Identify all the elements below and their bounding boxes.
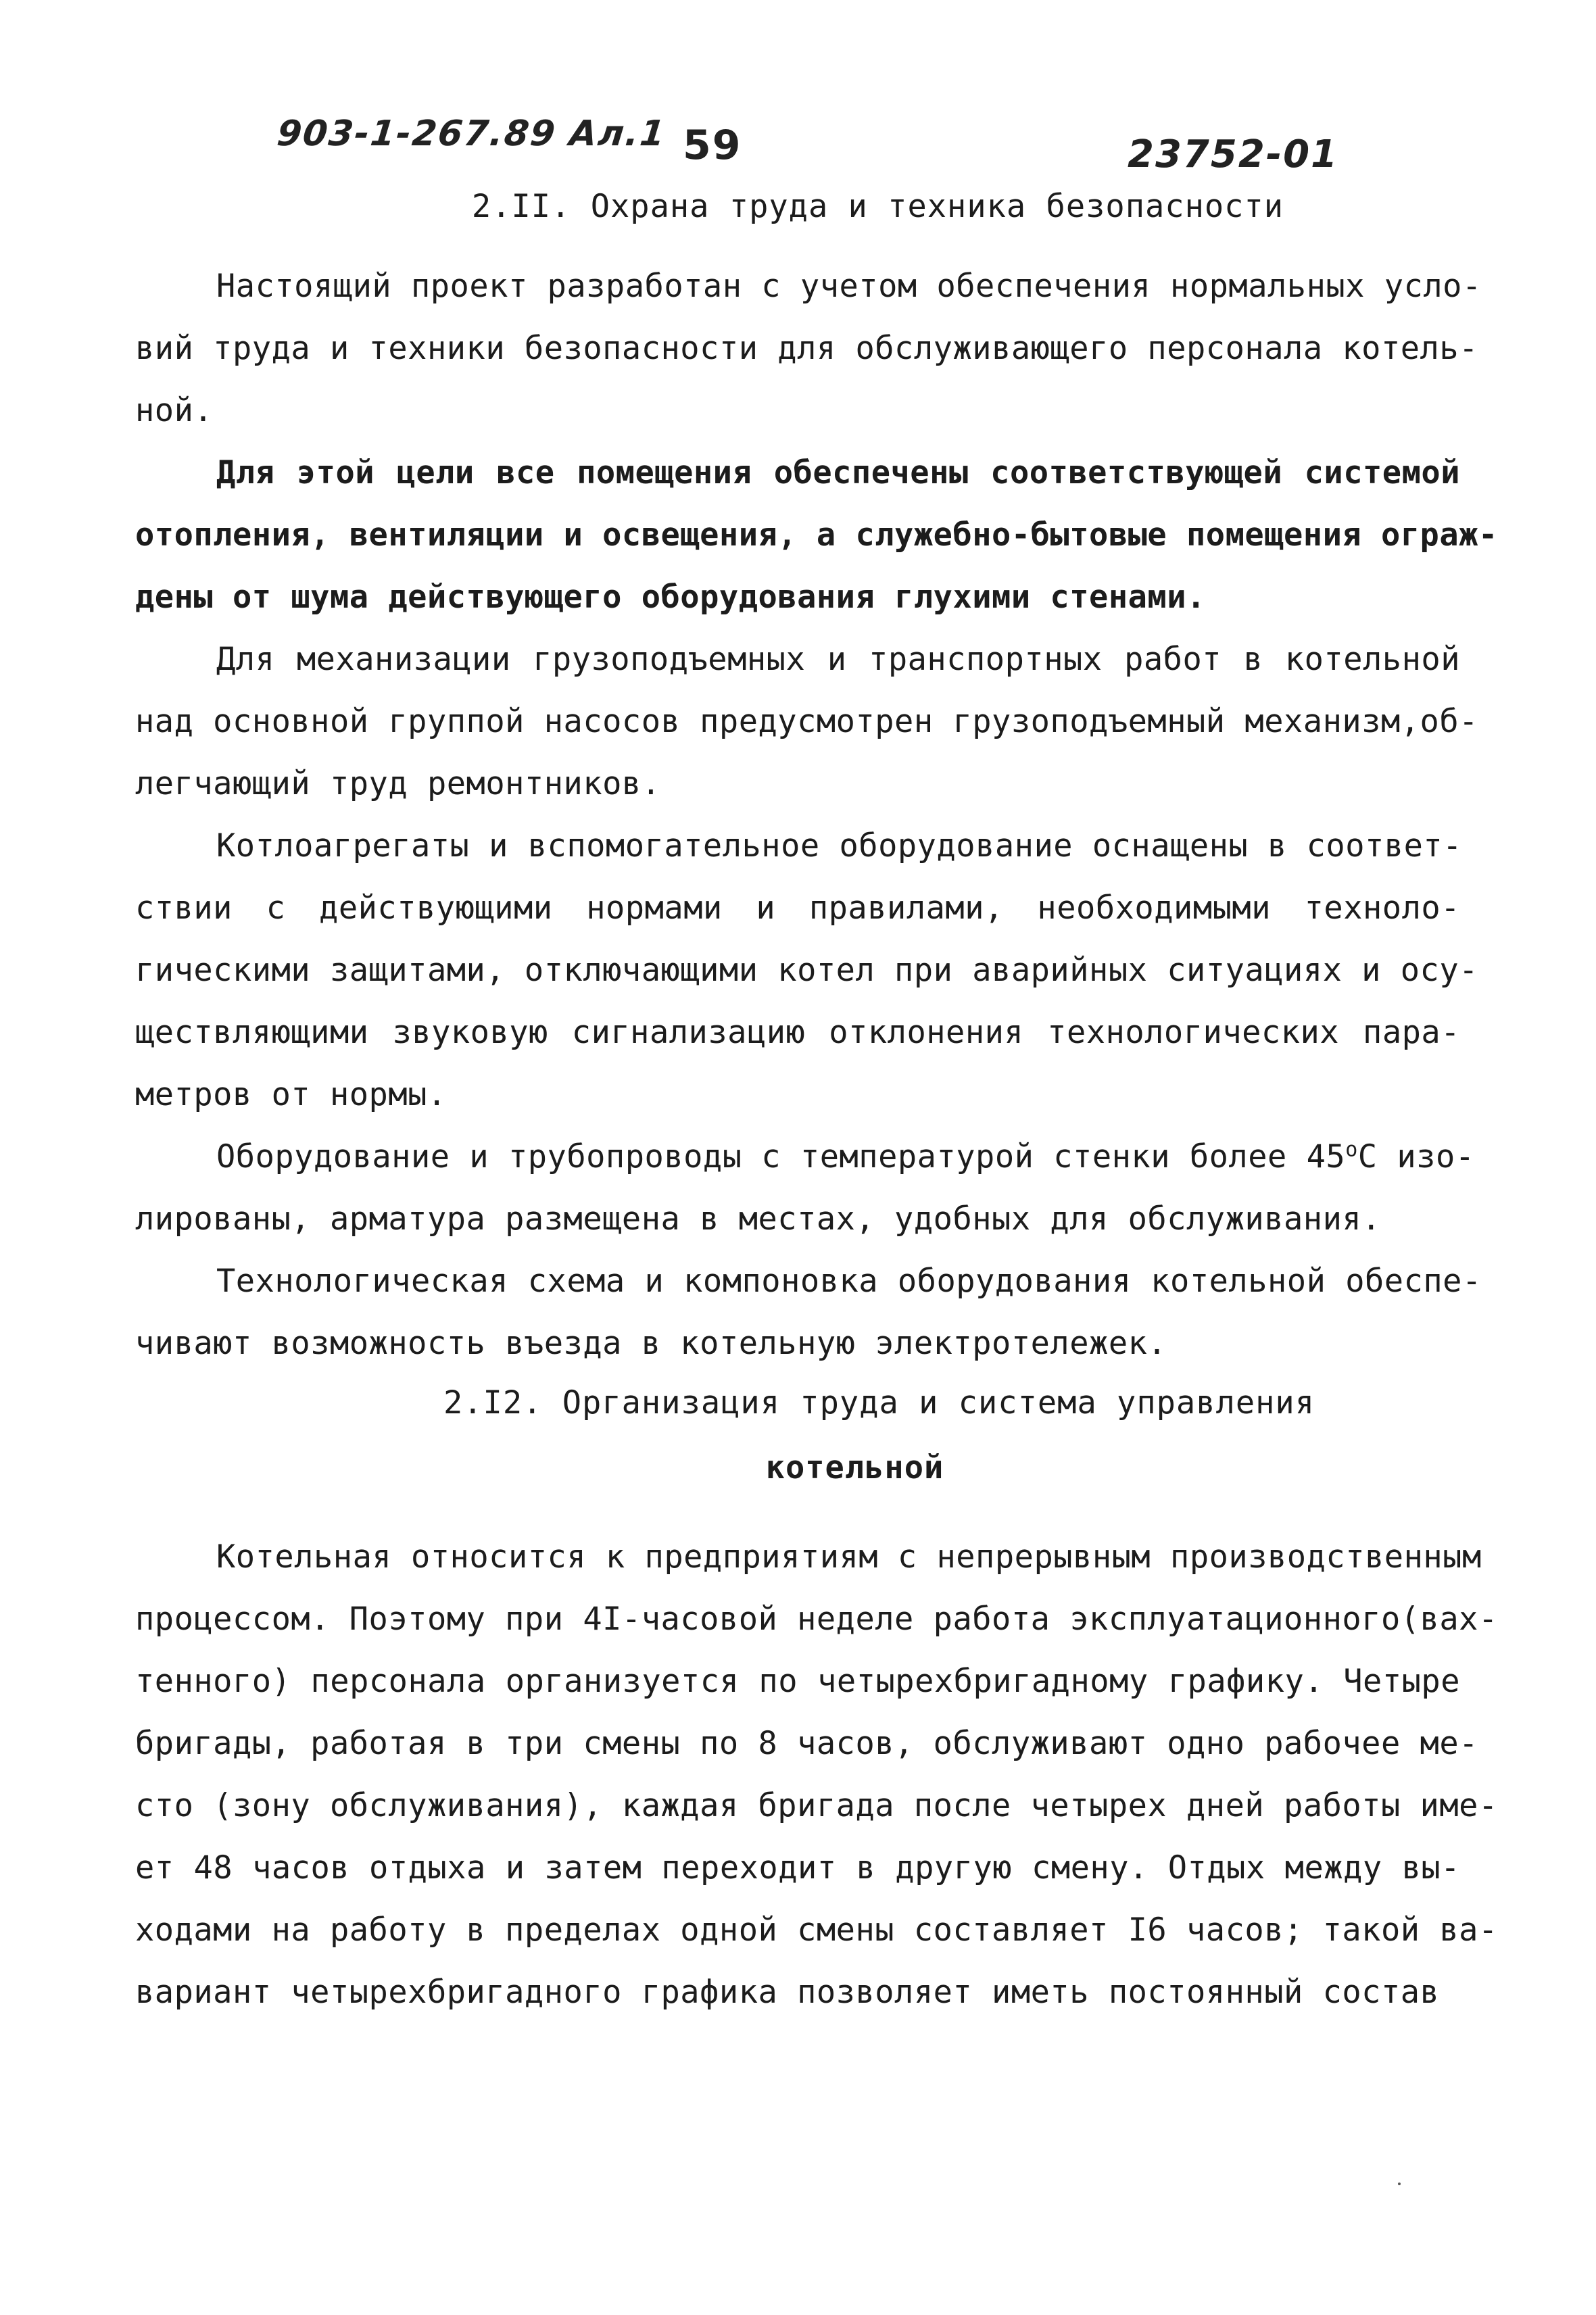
- text-line: тенного) персонала организуется по четырехбригадному графику. Четыре: [135, 1663, 1460, 1700]
- section-heading-2-12-cont: котельной: [765, 1449, 944, 1486]
- text-line: бригады, работая в три смены по 8 часов, обслуживают одно рабочее ме-: [135, 1725, 1478, 1762]
- text-line: легчающий труд ремонтников.: [135, 765, 661, 802]
- text-fragment: С изо-: [1357, 1138, 1475, 1175]
- sheet-code: 23752-01: [1128, 132, 1338, 176]
- text-line: Котлоагрегаты и вспомогательное оборудование оснащены в соответ-: [216, 827, 1462, 864]
- text-line: Котельная относится к предприятиям с непрерывным производственным: [216, 1538, 1482, 1576]
- text-line: отопления, вентиляции и освещения, а служебно-бытовые помещения ограж-: [135, 516, 1498, 554]
- text-fragment: Оборудование и трубопроводы с температурой стенки более 45: [216, 1138, 1346, 1175]
- text-line: ществляющими звуковую сигнализацию отклонения технологических пара-: [135, 1014, 1460, 1051]
- text-line: ной.: [135, 392, 214, 429]
- text-line: гическими защитами, отключающими котел при аварийных ситуациях и осу-: [135, 952, 1478, 989]
- text-line: процессом. Поэтому при 4I-часовой неделе работа эксплуатационного(вах-: [135, 1601, 1498, 1638]
- paragraph-boiler-protection: [135, 815, 1478, 1126]
- section-heading-2-12: 2.I2. Организация труда и система управления: [443, 1384, 1315, 1421]
- text-line: Для этой цели все помещения обеспечены соответствующей системой: [216, 454, 1460, 491]
- text-line: дены от шума действующего оборудования глухими стенами.: [135, 579, 1206, 616]
- document-code: 903-1-267.89 Ал.1: [274, 114, 669, 154]
- section-heading-2-11: 2.II. Охрана труда и техника безопасности: [471, 188, 1284, 225]
- text-line: [135, 1126, 1475, 1188]
- text-line: вий труда и техники безопасности для обслуживающего персонала котель-: [135, 330, 1478, 367]
- paragraph-insulation: [135, 1126, 1475, 1250]
- text-line: сто (зону обслуживания), каждая бригада после четырех дней работы име-: [135, 1787, 1498, 1824]
- scan-speck: [1398, 2183, 1401, 2185]
- text-line: лированы, арматура размещена в местах, удобных для обслуживания.: [135, 1200, 1381, 1238]
- text-line: над основной группой насосов предусмотрен грузоподъемный механизм,об-: [135, 703, 1478, 740]
- text-line: Настоящий проект разработан с учетом обеспечения нормальных усло-: [216, 268, 1482, 305]
- paragraph-premises: [135, 442, 1498, 629]
- text-line: ствии с действующими нормами и правилами, необходимыми техноло-: [135, 890, 1460, 927]
- paragraph-work-organization: [135, 1526, 1498, 2024]
- degree-mark: о: [1345, 1138, 1358, 1162]
- text-line: ходами на работу в пределах одной смены составляет I6 часов; такой ва-: [135, 1911, 1498, 1949]
- text-line: вариант четырехбригадного графика позволяет иметь постоянный состав: [135, 1974, 1440, 2011]
- text-line: Технологическая схема и компоновка оборудования котельной обеспе-: [216, 1263, 1482, 1300]
- paragraph-layout: [135, 1250, 1482, 1375]
- page-number: 59: [683, 122, 742, 169]
- text-line: ет 48 часов отдыха и затем переходит в другую смену. Отдых между вы-: [135, 1849, 1460, 1886]
- text-line: метров от нормы.: [135, 1076, 447, 1113]
- text-line: чивают возможность въезда в котельную электротележек.: [135, 1325, 1167, 1362]
- paragraph-mechanization: [135, 629, 1478, 815]
- text-line: Для механизации грузоподъемных и транспортных работ в котельной: [216, 641, 1460, 678]
- paragraph-design-conditions: [135, 255, 1482, 442]
